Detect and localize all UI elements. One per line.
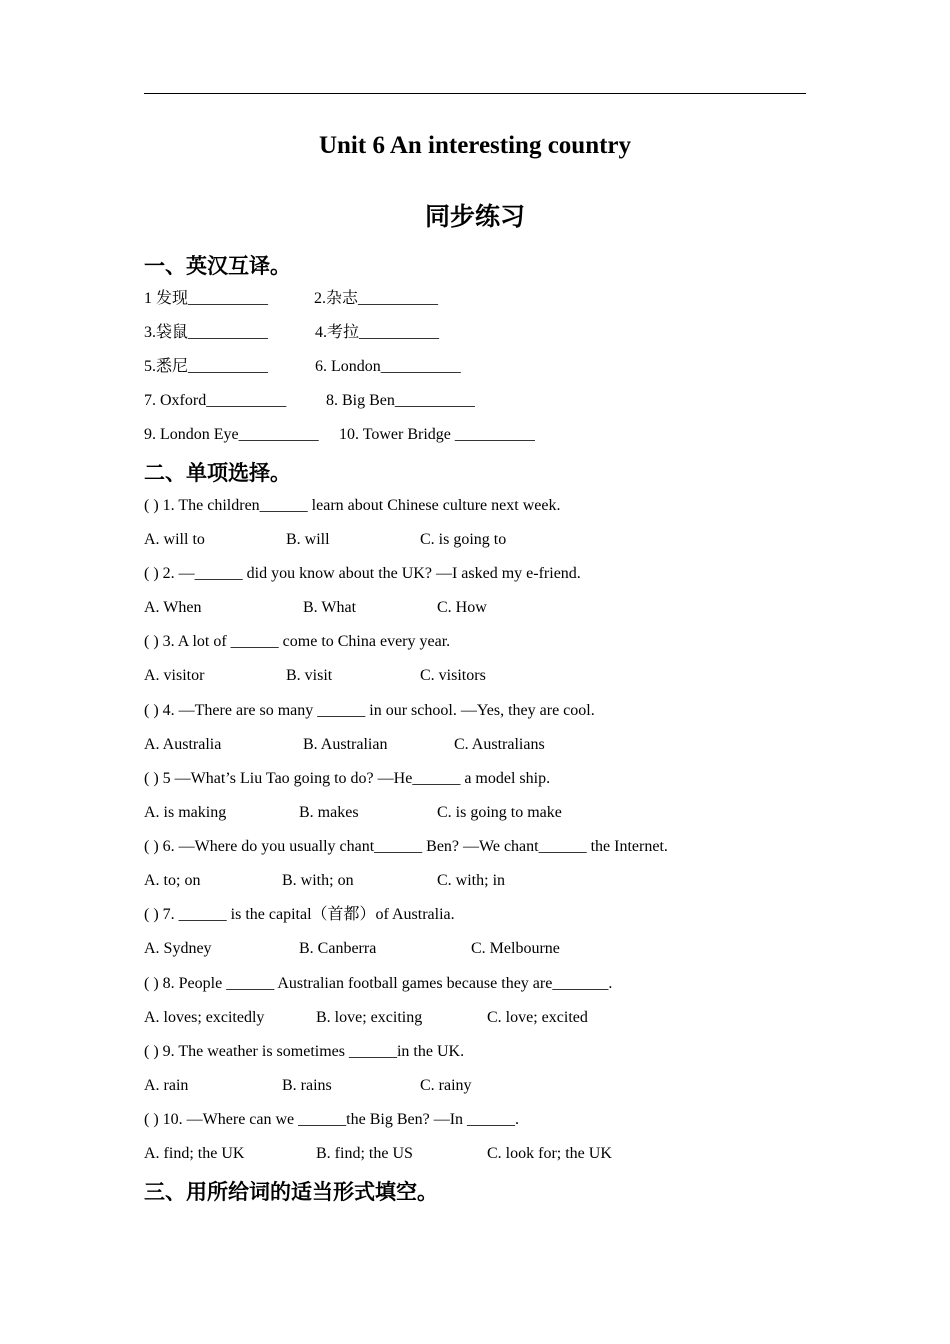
option-b: B. rains <box>282 1077 332 1094</box>
option-b: B. visit <box>286 667 333 684</box>
vocab-item: 6. London__________ <box>315 358 461 375</box>
option-c: C. Melbourne <box>471 940 560 957</box>
vocab-item: 5.悉尼__________ <box>144 358 269 375</box>
option-a: A. Australia <box>144 736 222 753</box>
question-stem: ( ) 9. The weather is sometimes ______in the UK. <box>144 1043 465 1060</box>
question-stem: ( ) 1. The children______ learn about Chinese culture next week. <box>144 497 561 514</box>
vocab-item: 9. London Eye__________ <box>144 426 319 443</box>
option-c: C. is going to <box>420 531 507 548</box>
option-b: B. What <box>303 599 357 616</box>
option-c: C. How <box>437 599 487 616</box>
page-title: Unit 6 An interesting country <box>318 132 632 159</box>
option-a: A. will to <box>144 531 205 548</box>
question-stem: ( ) 10. —Where can we ______the Big Ben? —In ______. <box>144 1111 520 1128</box>
option-b: B. Canberra <box>299 940 377 957</box>
option-c: C. visitors <box>420 667 486 684</box>
option-c: C. with; in <box>437 872 506 889</box>
question-stem: ( ) 2. —______ did you know about the UK? —I asked my e-friend. <box>144 565 581 582</box>
vocab-item: 2.杂志__________ <box>314 290 439 307</box>
section-2-heading: 二、单项选择。 <box>144 461 291 485</box>
question-stem: ( ) 6. —Where do you usually chant______ Ben? —We chant______ the Internet. <box>144 838 668 855</box>
vocab-item: 7. Oxford__________ <box>144 392 287 409</box>
option-b: B. makes <box>299 804 359 821</box>
option-b: B. love; exciting <box>316 1009 423 1026</box>
section-1-heading: 一、英汉互译。 <box>144 254 291 278</box>
option-a: A. find; the UK <box>144 1145 245 1162</box>
question-stem: ( ) 7. ______ is the capital（首都）of Australia. <box>144 906 455 923</box>
option-c: C. look for; the UK <box>487 1145 612 1162</box>
option-c: C. Australians <box>454 736 545 753</box>
option-c: C. is going to make <box>437 804 562 821</box>
option-b: B. find; the US <box>316 1145 413 1162</box>
vocab-item: 1 发现__________ <box>144 290 269 307</box>
option-c: C. love; excited <box>487 1009 588 1026</box>
option-c: C. rainy <box>420 1077 472 1094</box>
option-b: B. Australian <box>303 736 388 753</box>
option-a: A. visitor <box>144 667 205 684</box>
option-a: A. is making <box>144 804 227 821</box>
option-b: B. will <box>286 531 330 548</box>
option-a: A. rain <box>144 1077 189 1094</box>
option-a: A. Sydney <box>144 940 212 957</box>
header-rule <box>144 93 806 94</box>
vocab-item: 10. Tower Bridge __________ <box>339 426 535 443</box>
question-stem: ( ) 3. A lot of ______ come to China every year. <box>144 633 451 650</box>
option-a: A. to; on <box>144 872 201 889</box>
page-subtitle: 同步练习 <box>424 204 525 231</box>
vocab-item: 4.考拉__________ <box>315 324 440 341</box>
section-3-heading: 三、用所给词的适当形式填空。 <box>144 1180 438 1204</box>
option-a: A. When <box>144 599 202 616</box>
question-stem: ( ) 4. —There are so many ______ in our school. —Yes, they are cool. <box>144 702 595 719</box>
vocab-item: 8. Big Ben__________ <box>326 392 475 409</box>
option-a: A. loves; excitedly <box>144 1009 265 1026</box>
vocab-item: 3.袋鼠__________ <box>144 324 269 341</box>
option-b: B. with; on <box>282 872 354 889</box>
question-stem: ( ) 8. People ______ Australian football games because they are_______. <box>144 975 613 992</box>
question-stem: ( ) 5 —What’s Liu Tao going to do? —He______ a model ship. <box>144 770 551 787</box>
